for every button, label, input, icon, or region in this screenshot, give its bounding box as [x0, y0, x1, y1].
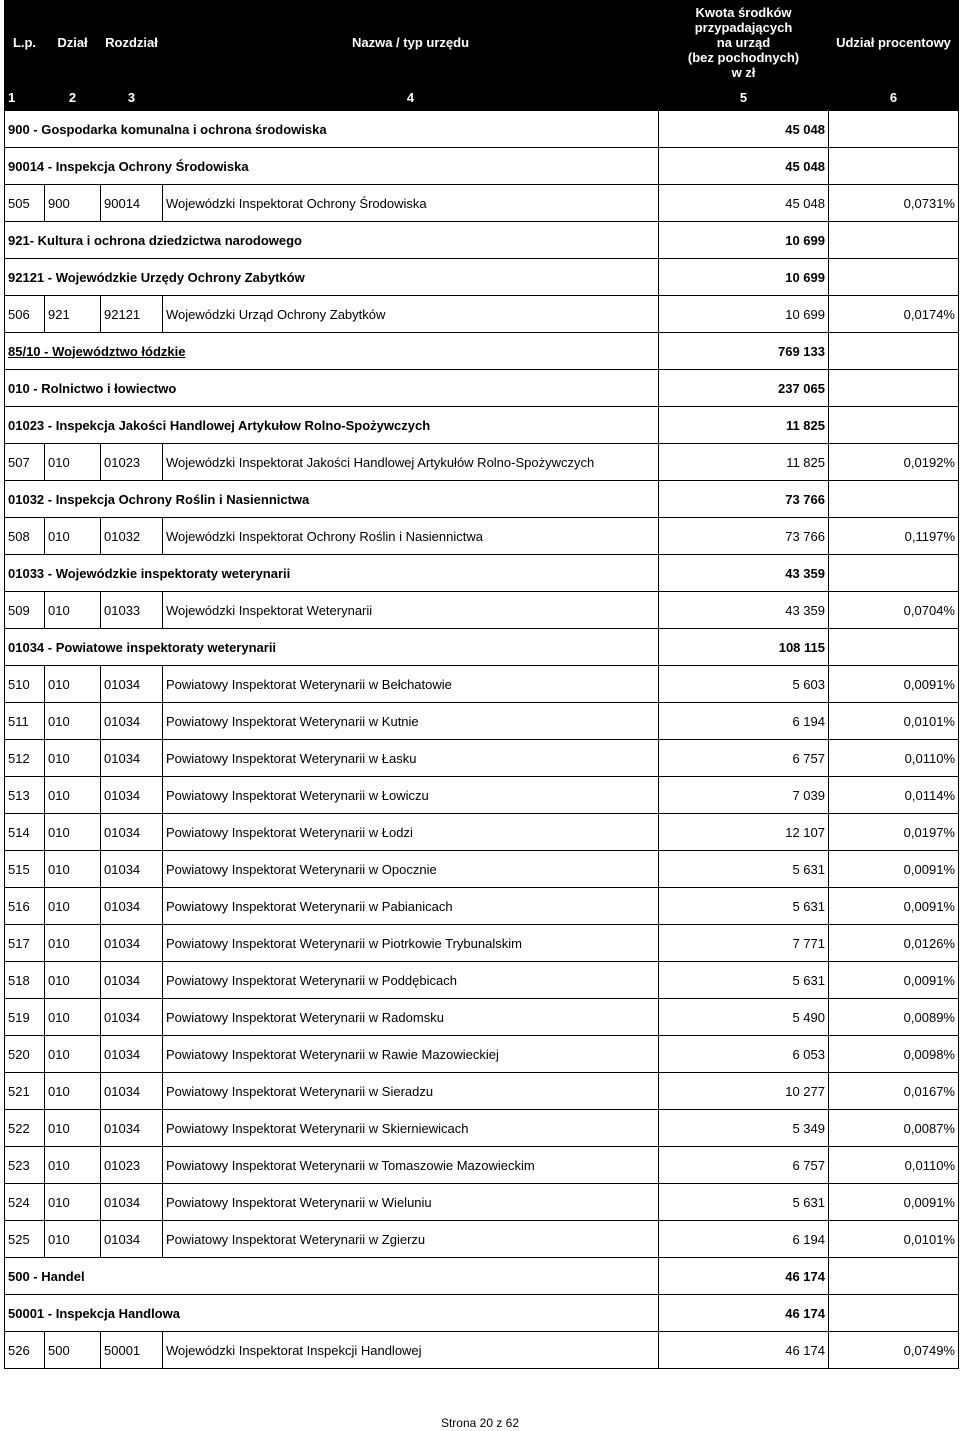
cell-pct: 0,1197% [829, 518, 959, 555]
cell-pct: 0,0126% [829, 925, 959, 962]
cell-dzial: 010 [45, 1110, 101, 1147]
cell-amount: 45 048 [659, 185, 829, 222]
table-row [5, 1221, 959, 1258]
cell-dzial: 010 [45, 1147, 101, 1184]
cell-lp: 507 [5, 444, 45, 481]
group-label: 92121 - Wojewódzkie Urzędy Ochrony Zabytków [5, 259, 659, 296]
group-amount: 10 699 [659, 259, 829, 296]
cell-pct: 0,0110% [829, 1147, 959, 1184]
group-pct-empty [829, 1295, 959, 1332]
cell-dzial: 010 [45, 703, 101, 740]
cell-rozdzial: 01034 [101, 1073, 163, 1110]
col-header-nazwa: Nazwa / typ urzędu [163, 1, 659, 85]
group-row [5, 481, 959, 518]
cell-rozdzial: 01034 [101, 888, 163, 925]
group-label: 90014 - Inspekcja Ochrony Środowiska [5, 148, 659, 185]
col-header-rozdzial: Rozdział [101, 1, 163, 85]
cell-amount: 10 699 [659, 296, 829, 333]
col-number-1: 1 [5, 85, 45, 111]
group-label: 50001 - Inspekcja Handlowa [5, 1295, 659, 1332]
cell-lp: 523 [5, 1147, 45, 1184]
cell-dzial: 010 [45, 444, 101, 481]
cell-nazwa: Wojewódzki Urząd Ochrony Zabytków [163, 296, 659, 333]
table-row [5, 185, 959, 222]
cell-pct: 0,0167% [829, 1073, 959, 1110]
cell-lp: 516 [5, 888, 45, 925]
cell-amount: 6 757 [659, 740, 829, 777]
cell-rozdzial: 01023 [101, 444, 163, 481]
group-row [5, 259, 959, 296]
group-row [5, 222, 959, 259]
cell-nazwa: Powiatowy Inspektorat Weterynarii w Pabianicach [163, 888, 659, 925]
group-row [5, 370, 959, 407]
col-header-kwota [659, 1, 829, 85]
group-label: 010 - Rolnictwo i łowiectwo [5, 370, 659, 407]
cell-rozdzial: 01034 [101, 851, 163, 888]
cell-amount: 11 825 [659, 444, 829, 481]
col-header-udzial: Udział procentowy [829, 1, 959, 85]
group-label: 85/10 - Województwo łódzkie [5, 333, 659, 370]
cell-amount: 6 757 [659, 1147, 829, 1184]
cell-amount: 7 771 [659, 925, 829, 962]
cell-lp: 514 [5, 814, 45, 851]
cell-nazwa: Powiatowy Inspektorat Weterynarii w Kutnie [163, 703, 659, 740]
cell-nazwa: Powiatowy Inspektorat Weterynarii w Radomsku [163, 999, 659, 1036]
cell-pct: 0,0091% [829, 888, 959, 925]
cell-nazwa: Powiatowy Inspektorat Weterynarii w Piotrkowie Trybunalskim [163, 925, 659, 962]
group-pct-empty [829, 259, 959, 296]
cell-pct: 0,0192% [829, 444, 959, 481]
cell-amount: 6 053 [659, 1036, 829, 1073]
group-pct-empty [829, 148, 959, 185]
table-row [5, 851, 959, 888]
cell-nazwa: Powiatowy Inspektorat Weterynarii w Opocznie [163, 851, 659, 888]
cell-pct: 0,0114% [829, 777, 959, 814]
group-amount: 46 174 [659, 1295, 829, 1332]
cell-rozdzial: 01034 [101, 999, 163, 1036]
allocation-table [4, 0, 959, 1369]
cell-dzial: 010 [45, 925, 101, 962]
cell-rozdzial: 01034 [101, 666, 163, 703]
cell-pct: 0,0091% [829, 1184, 959, 1221]
table-row [5, 703, 959, 740]
cell-dzial: 010 [45, 666, 101, 703]
cell-amount: 5 631 [659, 1184, 829, 1221]
cell-pct: 0,0704% [829, 592, 959, 629]
col-header-kwota-line2: przypadających [694, 20, 793, 35]
cell-dzial: 010 [45, 1036, 101, 1073]
cell-dzial: 010 [45, 851, 101, 888]
group-pct-empty [829, 370, 959, 407]
cell-rozdzial: 01034 [101, 925, 163, 962]
cell-lp: 521 [5, 1073, 45, 1110]
cell-rozdzial: 90014 [101, 185, 163, 222]
table-row [5, 518, 959, 555]
group-label: 921- Kultura i ochrona dziedzictwa narodowego [5, 222, 659, 259]
cell-amount: 5 603 [659, 666, 829, 703]
cell-rozdzial: 01034 [101, 1036, 163, 1073]
cell-amount: 5 490 [659, 999, 829, 1036]
cell-nazwa: Wojewódzki Inspektorat Ochrony Roślin i Nasiennictwa [163, 518, 659, 555]
cell-pct: 0,0197% [829, 814, 959, 851]
cell-pct: 0,0098% [829, 1036, 959, 1073]
group-amount: 43 359 [659, 555, 829, 592]
cell-amount: 7 039 [659, 777, 829, 814]
cell-rozdzial: 01034 [101, 814, 163, 851]
cell-rozdzial: 01034 [101, 1221, 163, 1258]
cell-pct: 0,0087% [829, 1110, 959, 1147]
group-row [5, 407, 959, 444]
col-number-4: 4 [163, 85, 659, 111]
cell-nazwa: Wojewódzki Inspektorat Jakości Handlowej Artykułów Rolno-Spożywczych [163, 444, 659, 481]
group-label: 01023 - Inspekcja Jakości Handlowej Artykułow Rolno-Spożywczych [5, 407, 659, 444]
cell-amount: 6 194 [659, 1221, 829, 1258]
cell-pct: 0,0101% [829, 703, 959, 740]
group-label: 01032 - Inspekcja Ochrony Roślin i Nasiennictwa [5, 481, 659, 518]
table-row [5, 296, 959, 333]
group-label: 500 - Handel [5, 1258, 659, 1295]
cell-amount: 46 174 [659, 1332, 829, 1369]
cell-rozdzial: 50001 [101, 1332, 163, 1369]
group-row [5, 111, 959, 148]
table-row [5, 592, 959, 629]
cell-dzial: 010 [45, 740, 101, 777]
cell-nazwa: Powiatowy Inspektorat Weterynarii w Rawie Mazowieckiej [163, 1036, 659, 1073]
table-body [5, 111, 959, 1369]
cell-lp: 509 [5, 592, 45, 629]
group-label: 01033 - Wojewódzkie inspektoraty weterynarii [5, 555, 659, 592]
col-number-6: 6 [829, 85, 959, 111]
cell-amount: 43 359 [659, 592, 829, 629]
group-amount: 10 699 [659, 222, 829, 259]
group-row [5, 1295, 959, 1332]
cell-lp: 506 [5, 296, 45, 333]
cell-pct: 0,0089% [829, 999, 959, 1036]
group-amount: 45 048 [659, 148, 829, 185]
cell-nazwa: Powiatowy Inspektorat Weterynarii w Łodzi [163, 814, 659, 851]
cell-amount: 12 107 [659, 814, 829, 851]
cell-nazwa: Powiatowy Inspektorat Weterynarii w Łasku [163, 740, 659, 777]
table-row [5, 444, 959, 481]
cell-rozdzial: 01034 [101, 1110, 163, 1147]
cell-nazwa: Powiatowy Inspektorat Weterynarii w Łowiczu [163, 777, 659, 814]
cell-lp: 526 [5, 1332, 45, 1369]
col-header-kwota-line4: (bez pochodnych) [687, 50, 800, 65]
cell-rozdzial: 01032 [101, 518, 163, 555]
cell-nazwa: Wojewódzki Inspektorat Weterynarii [163, 592, 659, 629]
cell-pct: 0,0731% [829, 185, 959, 222]
cell-dzial: 010 [45, 999, 101, 1036]
group-label: 01034 - Powiatowe inspektoraty weterynarii [5, 629, 659, 666]
cell-lp: 520 [5, 1036, 45, 1073]
table-row [5, 962, 959, 999]
cell-lp: 515 [5, 851, 45, 888]
col-number-2: 2 [45, 85, 101, 111]
page-number: Strona 20 z 62 [440, 1416, 520, 1430]
cell-lp: 508 [5, 518, 45, 555]
col-header-lp: L.p. [5, 1, 45, 85]
cell-lp: 518 [5, 962, 45, 999]
group-pct-empty [829, 111, 959, 148]
cell-lp: 522 [5, 1110, 45, 1147]
cell-nazwa: Powiatowy Inspektorat Weterynarii w Poddębicach [163, 962, 659, 999]
cell-amount: 5 631 [659, 962, 829, 999]
group-pct-empty [829, 222, 959, 259]
group-row [5, 1258, 959, 1295]
table-row [5, 1184, 959, 1221]
cell-nazwa: Wojewódzki Inspektorat Ochrony Środowiska [163, 185, 659, 222]
cell-amount: 73 766 [659, 518, 829, 555]
group-row [5, 555, 959, 592]
column-number-row [5, 85, 959, 111]
cell-dzial: 010 [45, 888, 101, 925]
col-header-kwota-line1: Kwota środków [695, 5, 792, 20]
cell-lp: 524 [5, 1184, 45, 1221]
cell-lp: 525 [5, 1221, 45, 1258]
group-amount: 11 825 [659, 407, 829, 444]
group-pct-empty [829, 1258, 959, 1295]
table-row [5, 1110, 959, 1147]
table-row [5, 1332, 959, 1369]
cell-dzial: 010 [45, 1184, 101, 1221]
cell-rozdzial: 01034 [101, 703, 163, 740]
col-number-3: 3 [101, 85, 163, 111]
cell-lp: 517 [5, 925, 45, 962]
cell-pct: 0,0091% [829, 851, 959, 888]
cell-pct: 0,0091% [829, 962, 959, 999]
table-row [5, 777, 959, 814]
cell-dzial: 010 [45, 1221, 101, 1258]
table-row [5, 1147, 959, 1184]
table-header-row [5, 1, 959, 85]
table-row [5, 999, 959, 1036]
cell-rozdzial: 01034 [101, 777, 163, 814]
cell-rozdzial: 01034 [101, 740, 163, 777]
cell-amount: 5 631 [659, 851, 829, 888]
group-pct-empty [829, 333, 959, 370]
col-number-5: 5 [659, 85, 829, 111]
cell-rozdzial: 01034 [101, 1184, 163, 1221]
cell-lp: 519 [5, 999, 45, 1036]
cell-nazwa: Powiatowy Inspektorat Weterynarii w Skierniewicach [163, 1110, 659, 1147]
cell-pct: 0,0174% [829, 296, 959, 333]
table-row [5, 1073, 959, 1110]
cell-pct: 0,0091% [829, 666, 959, 703]
cell-dzial: 010 [45, 814, 101, 851]
cell-amount: 5 349 [659, 1110, 829, 1147]
group-pct-empty [829, 407, 959, 444]
col-header-kwota-line3: na urząd [716, 35, 771, 50]
group-row [5, 629, 959, 666]
cell-pct: 0,0101% [829, 1221, 959, 1258]
cell-nazwa: Powiatowy Inspektorat Weterynarii w Wieluniu [163, 1184, 659, 1221]
col-header-dzial: Dział [45, 1, 101, 85]
cell-pct: 0,0749% [829, 1332, 959, 1369]
cell-dzial: 010 [45, 1073, 101, 1110]
cell-amount: 6 194 [659, 703, 829, 740]
cell-dzial: 010 [45, 592, 101, 629]
col-header-kwota-line5: w zł [731, 65, 756, 80]
group-amount: 73 766 [659, 481, 829, 518]
cell-dzial: 010 [45, 777, 101, 814]
group-pct-empty [829, 555, 959, 592]
cell-nazwa: Powiatowy Inspektorat Weterynarii w Tomaszowie Mazowieckim [163, 1147, 659, 1184]
cell-rozdzial: 01034 [101, 962, 163, 999]
table-row [5, 925, 959, 962]
cell-nazwa: Powiatowy Inspektorat Weterynarii w Sieradzu [163, 1073, 659, 1110]
table-row [5, 1036, 959, 1073]
group-amount: 45 048 [659, 111, 829, 148]
group-amount: 237 065 [659, 370, 829, 407]
group-row [5, 148, 959, 185]
cell-dzial: 921 [45, 296, 101, 333]
cell-rozdzial: 01033 [101, 592, 163, 629]
cell-dzial: 500 [45, 1332, 101, 1369]
cell-lp: 511 [5, 703, 45, 740]
group-amount: 108 115 [659, 629, 829, 666]
cell-dzial: 900 [45, 185, 101, 222]
table-row [5, 740, 959, 777]
table-row [5, 666, 959, 703]
cell-dzial: 010 [45, 962, 101, 999]
group-label: 900 - Gospodarka komunalna i ochrona środowiska [5, 111, 659, 148]
cell-nazwa: Wojewódzki Inspektorat Inspekcji Handlowej [163, 1332, 659, 1369]
cell-amount: 10 277 [659, 1073, 829, 1110]
table-row [5, 814, 959, 851]
cell-nazwa: Powiatowy Inspektorat Weterynarii w Bełchatowie [163, 666, 659, 703]
cell-rozdzial: 92121 [101, 296, 163, 333]
cell-lp: 512 [5, 740, 45, 777]
cell-dzial: 010 [45, 518, 101, 555]
cell-rozdzial: 01023 [101, 1147, 163, 1184]
cell-lp: 505 [5, 185, 45, 222]
group-pct-empty [829, 629, 959, 666]
group-amount: 769 133 [659, 333, 829, 370]
group-amount: 46 174 [659, 1258, 829, 1295]
cell-lp: 513 [5, 777, 45, 814]
cell-lp: 510 [5, 666, 45, 703]
group-pct-empty [829, 481, 959, 518]
table-row [5, 888, 959, 925]
cell-pct: 0,0110% [829, 740, 959, 777]
cell-amount: 5 631 [659, 888, 829, 925]
group-row [5, 333, 959, 370]
cell-nazwa: Powiatowy Inspektorat Weterynarii w Zgierzu [163, 1221, 659, 1258]
